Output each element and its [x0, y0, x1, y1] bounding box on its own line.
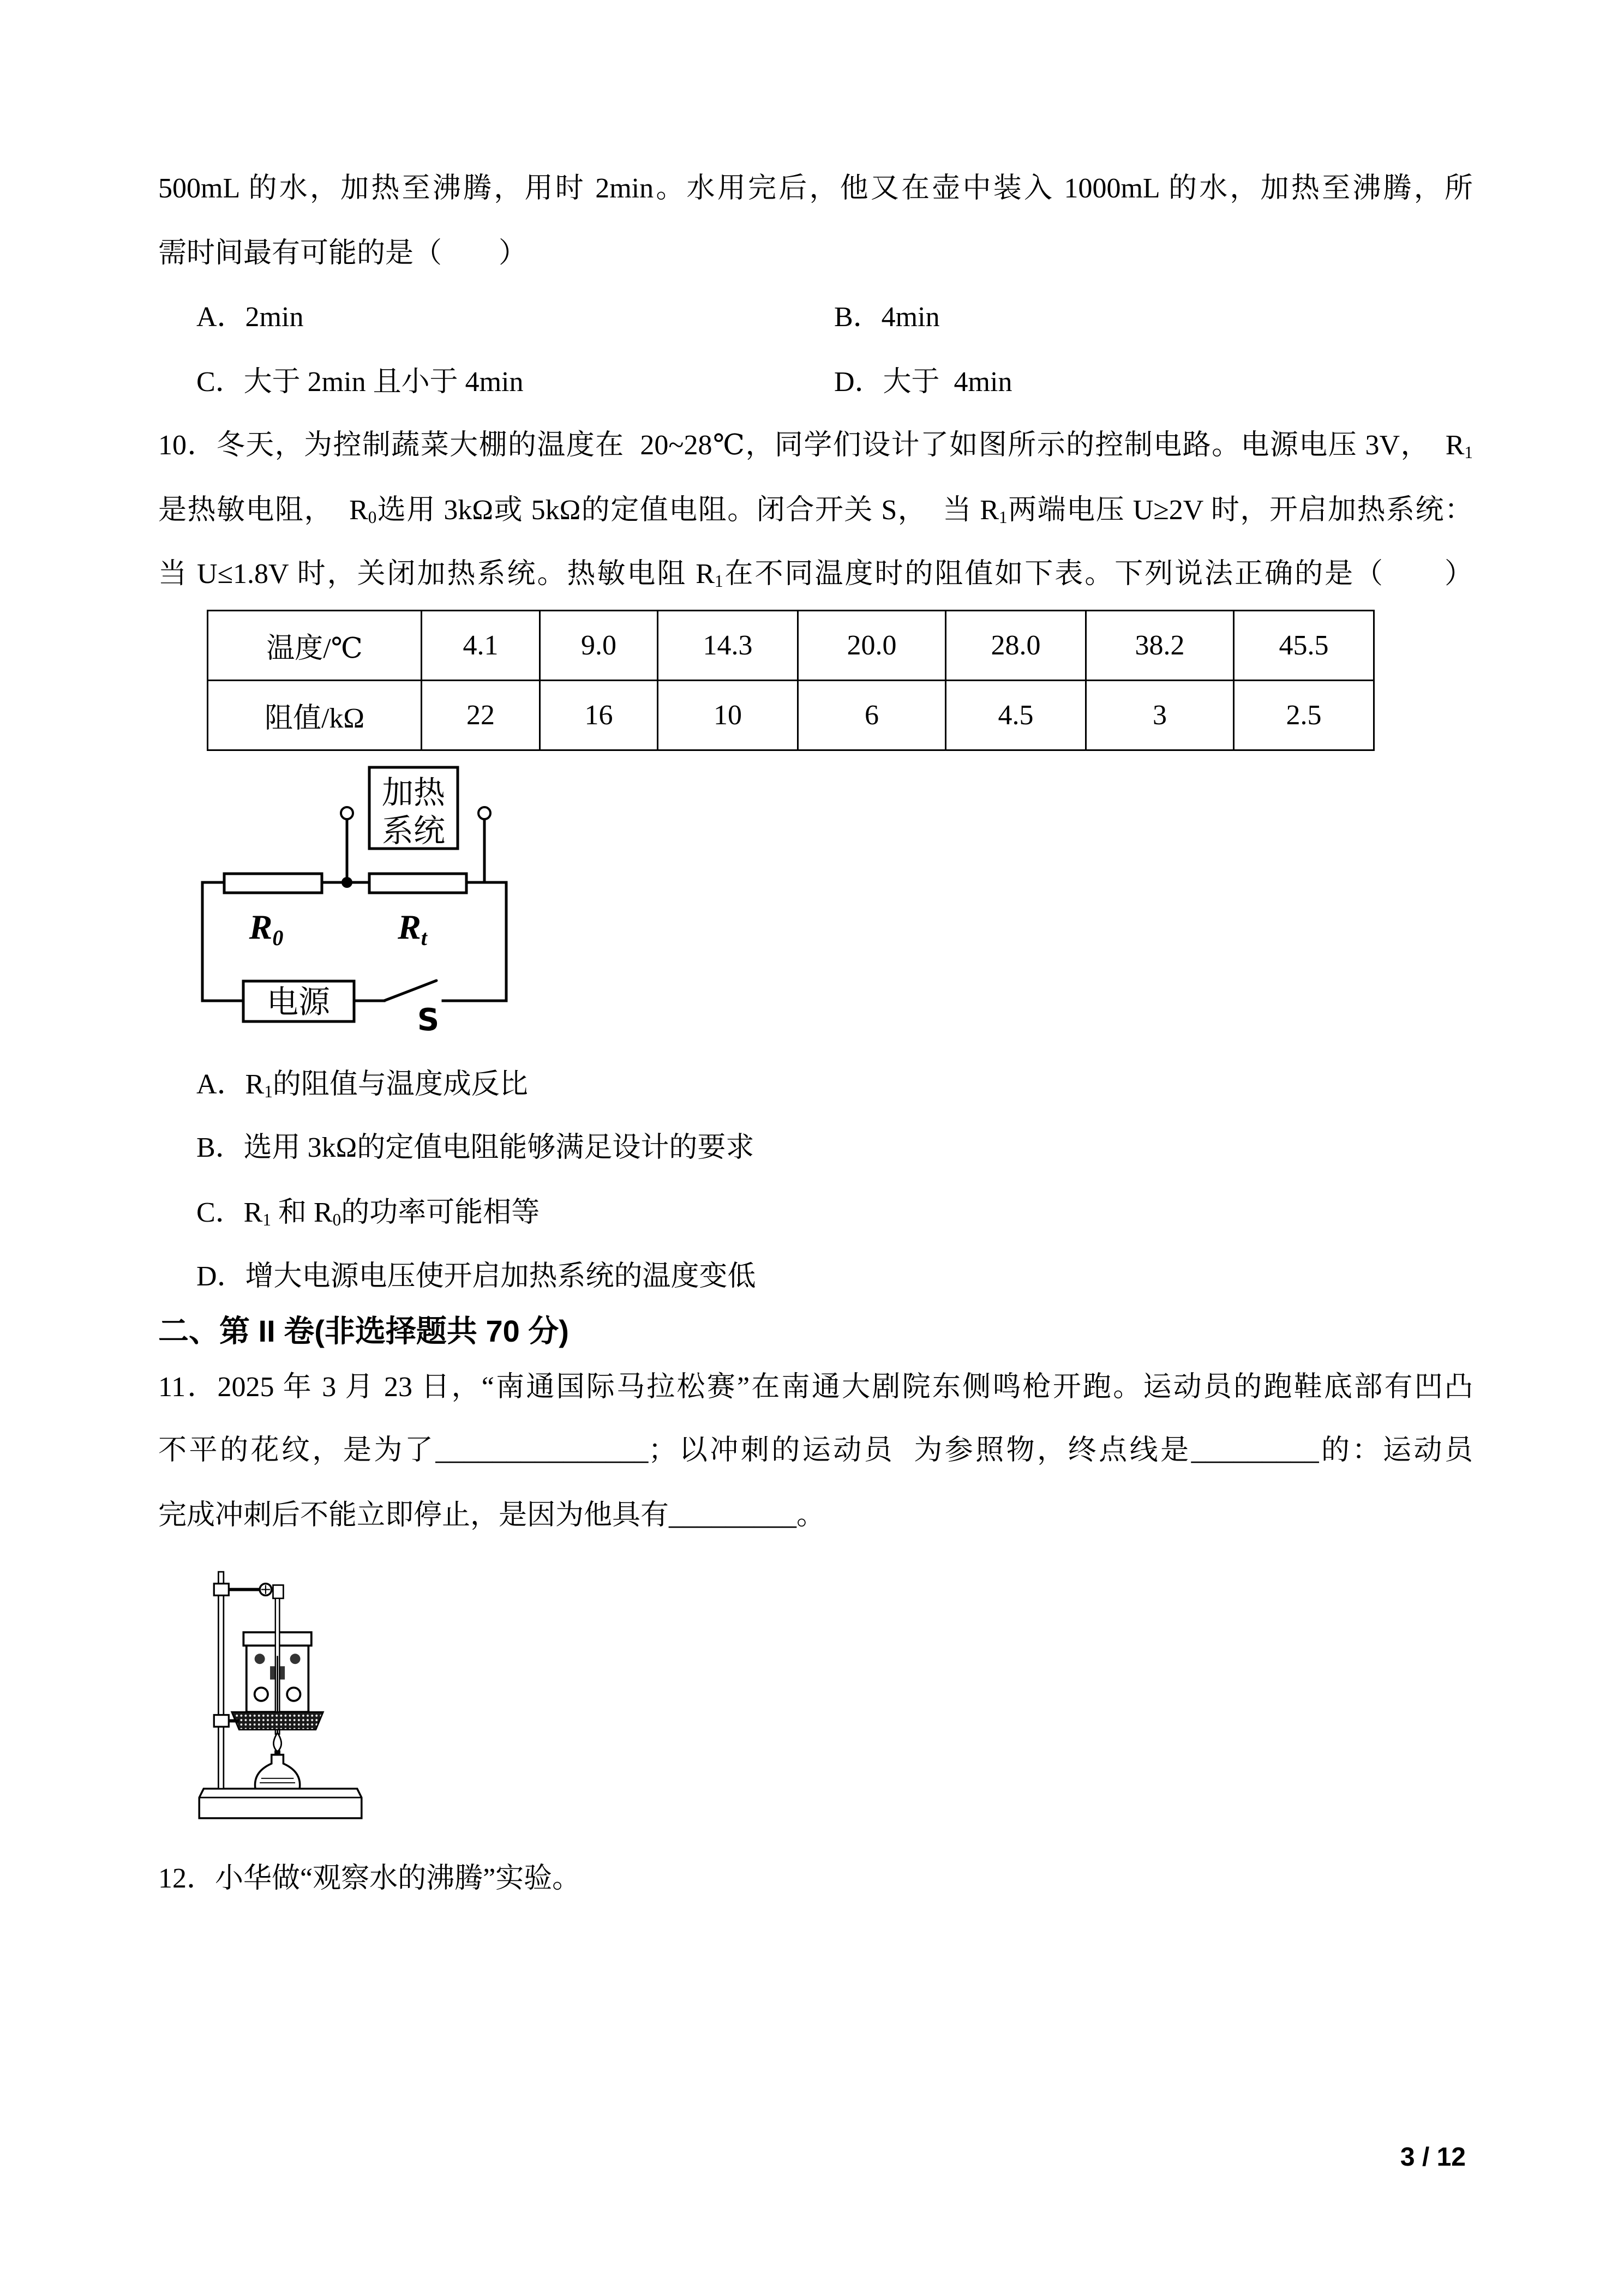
container-mark — [290, 1654, 301, 1664]
subscript: 1 — [999, 507, 1008, 527]
text-run: 当 U≤1.8V 时，关闭加热系统。热敏电阻 R — [158, 558, 715, 590]
label-letter: R — [249, 907, 273, 946]
ring-clamp-boss — [214, 1715, 229, 1727]
stand-base — [199, 1789, 362, 1818]
text-run: A．R — [196, 1069, 265, 1100]
control-circuit-diagram — [196, 761, 513, 1039]
q10-option-a — [196, 1069, 528, 1101]
table-cell: 4.1 — [422, 611, 540, 681]
q10-stem-line-2 — [158, 495, 1473, 526]
stand-rod — [218, 1572, 223, 1789]
text-run: 在不同温度时的阻值如下表。下列说法正确的是（ ） — [723, 558, 1473, 590]
text-run: 的功率可能相等 — [341, 1197, 540, 1228]
subscript: 0 — [368, 507, 377, 527]
q10-option-c — [196, 1197, 540, 1229]
table-row-temperature — [208, 611, 1374, 681]
table-row-resistance — [208, 681, 1374, 750]
thermistor-rt-label — [397, 907, 428, 950]
switch-blade — [384, 981, 436, 1001]
section-heading: 二、第 II 卷(非选择题共 70 分) — [158, 1314, 569, 1348]
text-run: 和 R — [271, 1197, 333, 1228]
text-run: 两端电压 U≥2V 时，开启加热系统： — [1007, 495, 1473, 526]
q11-stem-line-3: 完成冲刺后不能立即停止，是因为他具有_________。 — [158, 1500, 825, 1531]
wire-gauze — [232, 1712, 323, 1729]
thermistor-rt — [369, 874, 466, 893]
subscript: 1 — [714, 571, 723, 591]
q10-stem-line-3 — [158, 558, 1473, 590]
thermometer-holder — [273, 1585, 283, 1598]
text-run: 10．冬天，为控制蔬菜大棚的温度在 20~28℃，同学们设计了如图所示的控制电路。电源电压 3V， R — [158, 430, 1465, 461]
text-run: 是热敏电阻， R — [158, 495, 368, 526]
heating-system-label-line-1: 加热 — [381, 774, 446, 811]
q10-option-b — [196, 1132, 754, 1164]
table-cell: 9.0 — [540, 611, 658, 681]
switch-label: S — [417, 1002, 440, 1038]
table-cell: 6 — [798, 681, 946, 750]
alcohol-lamp — [255, 1755, 300, 1789]
boiling-water-apparatus-figure — [199, 1567, 362, 1823]
junction-dot — [341, 877, 352, 888]
power-source-label: 电源 — [266, 983, 331, 1020]
text-run: D．增大电源电压使开启加热系统的温度变低 — [196, 1261, 756, 1292]
top-clamp-boss — [214, 1584, 229, 1596]
q11-stem-line-2: 不平的花纹，是为了_______________；以冲刺的运动员 为参照物，终点线是_________的：运动员 — [158, 1435, 1473, 1466]
container-mark — [255, 1654, 265, 1664]
heating-system-label-line-2: 系统 — [381, 812, 446, 849]
q11-stem-line-1: 11．2025 年 3 月 23 日，“南通国际马拉松赛”在南通大剧院东侧鸣枪开跑。运动员的跑鞋底部有凹凸 — [158, 1372, 1473, 1403]
text-run: C．R — [196, 1197, 263, 1228]
thermistor-resistance-table — [207, 610, 1375, 751]
table-cell: 16 — [540, 681, 658, 750]
flame — [273, 1733, 281, 1752]
terminal-right — [478, 807, 490, 819]
q9-stem-line-1: 500mL 的水，加热至沸腾，用时 2min。水用完后，他又在壶中装入 1000mL 的水，加热至沸腾，所 — [158, 173, 1473, 204]
table-header-cell: 阻值/kΩ — [208, 681, 422, 750]
table-cell: 10 — [658, 681, 798, 750]
q9-option-c: C．大于 2min 且小于 4min — [196, 366, 524, 398]
label-subscript: t — [421, 925, 427, 950]
text-run: B．选用 3kΩ的定值电阻能够满足设计的要求 — [196, 1132, 754, 1163]
label-subscript: 0 — [272, 925, 284, 950]
resistor-r0-label — [249, 907, 284, 950]
container-mark — [287, 1687, 300, 1700]
label-letter: R — [398, 907, 421, 946]
table-cell: 4.5 — [946, 681, 1086, 750]
circuit-wires — [202, 819, 506, 1001]
subscript: 0 — [332, 1210, 341, 1229]
table-cell: 20.0 — [798, 611, 946, 681]
resistor-r0 — [224, 874, 322, 893]
table-cell: 22 — [422, 681, 540, 750]
terminal-left — [341, 807, 353, 819]
text-run: 的阻值与温度成反比 — [272, 1069, 528, 1100]
text-run: 选用 3kΩ或 5kΩ的定值电阻。闭合开关 S， 当 R — [376, 495, 999, 526]
table-cell: 38.2 — [1086, 611, 1234, 681]
q9-option-a: A．2min — [196, 302, 304, 333]
subscript: 1 — [1464, 442, 1473, 462]
table-cell: 28.0 — [946, 611, 1086, 681]
table-header-cell: 温度/℃ — [208, 611, 422, 681]
table-cell: 45.5 — [1234, 611, 1374, 681]
q9-option-b: B．4min — [834, 302, 940, 333]
q12-stem-line-1: 12．小华做“观察水的沸腾”实验。 — [158, 1863, 581, 1894]
subscript: 1 — [264, 1081, 273, 1101]
container-mark — [255, 1687, 268, 1700]
page-number: 3 / 12 — [1400, 2143, 1466, 2172]
q9-option-d: D．大于 4min — [834, 366, 1012, 398]
q10-option-d — [196, 1261, 756, 1293]
table-cell: 2.5 — [1234, 681, 1374, 750]
table-cell: 3 — [1086, 681, 1234, 750]
q9-stem-line-2: 需时间最有可能的是（ ） — [158, 238, 528, 269]
q10-stem-line-1 — [158, 430, 1473, 461]
table-cell: 14.3 — [658, 611, 798, 681]
table-body — [208, 611, 1374, 750]
subscript: 1 — [262, 1210, 271, 1229]
